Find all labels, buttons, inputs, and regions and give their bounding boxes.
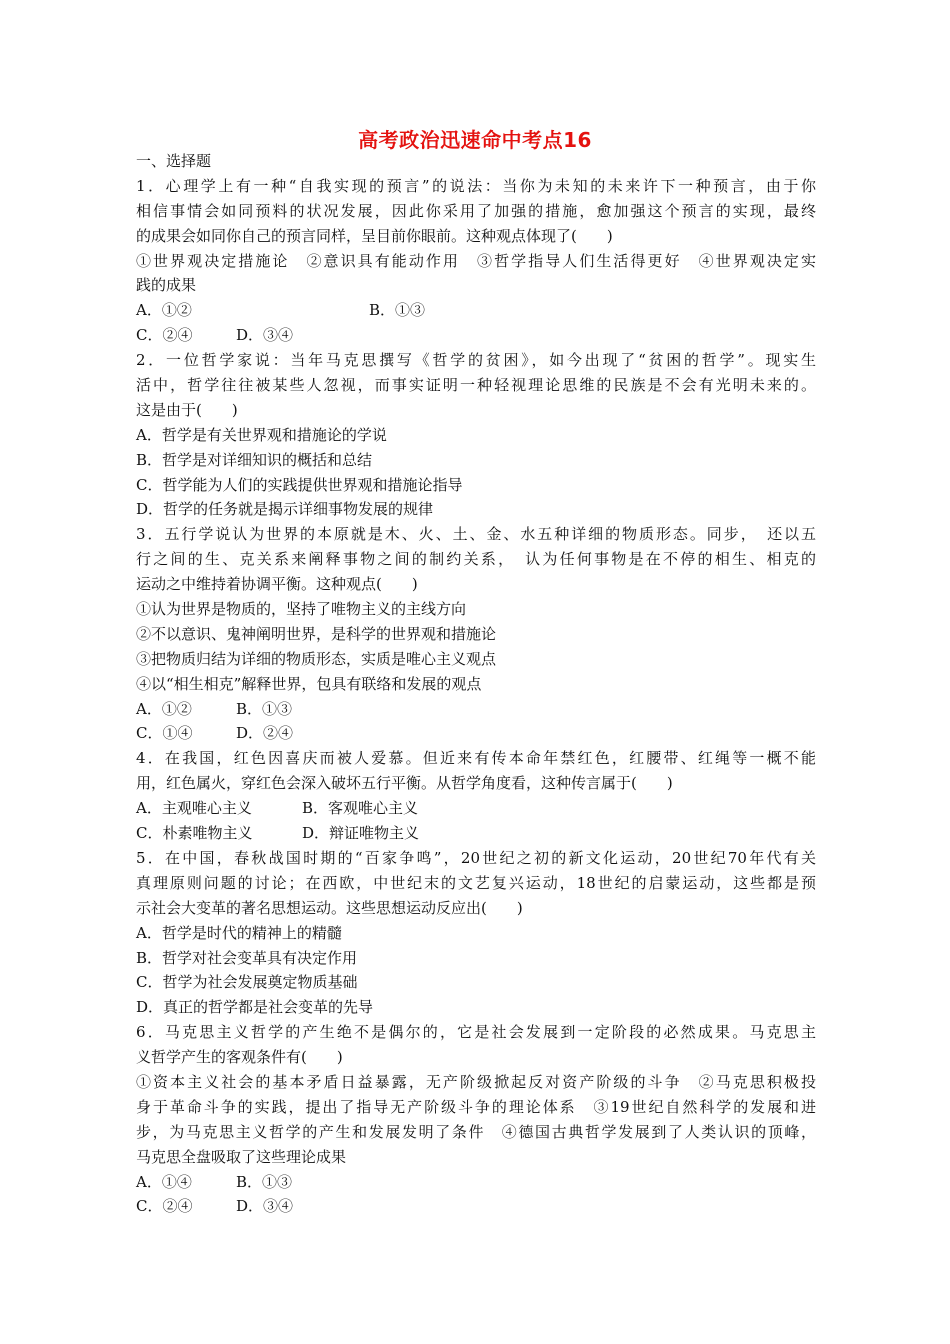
statement-line: ④以“相生相克”解释世界，包具有联络和发展的观点	[136, 674, 482, 693]
question-3	[136, 522, 816, 746]
statement-line: ①认为世界是物质的，坚持了唯物主义的主线方向	[136, 600, 467, 619]
option-c: C．朴素唯物主义	[136, 824, 253, 843]
statement-line: ①世界观决定措施论 ②意识具有能动作用 ③哲学指导人们生活得更好 ④世界观决定实	[136, 251, 816, 270]
question-stem-line: 行之间的生、克关系来阐释事物之间的制约关系， 认为任何事物是在不停的相生、相克的	[136, 550, 816, 569]
statement-line: 步，为马克思主义哲学的产生和发展发明了条件 ④德国古典哲学发展到了人类认识的顶峰，	[136, 1122, 816, 1141]
option-row	[136, 796, 816, 821]
question-stem-line: 的成果会如同你自己的预言同样，呈目前你眼前。这种观点体现了( )	[136, 226, 613, 245]
question-stem-line: 1．心理学上有一种“自我实现的预言”的说法：当你为未知的未来许下一种预言，由于你	[136, 176, 816, 195]
question-stem-line: 5．在中国，春秋战国时期的“百家争鸣”，20世纪之初的新文化运动，20世纪70年代有关	[136, 848, 816, 867]
statement-line: ③把物质归结为详细的物质形态，实质是唯心主义观点	[136, 649, 497, 668]
option-c: C．哲学为社会发展奠定物质基础	[136, 973, 358, 992]
option-d: D．③④	[236, 1197, 294, 1216]
question-stem-line: 相信事情会如同预料的状况发展，因此你采用了加强的措施，愈加强这个预言的实现，最终	[136, 201, 816, 220]
document-body	[136, 149, 816, 1219]
option-c: C．②④	[136, 326, 193, 345]
question-5	[136, 846, 816, 1020]
question-stem-line: 真理原则问题的讨论；在西欧，中世纪末的文艺复兴运动，18世纪的启蒙运动，这些都是预	[136, 873, 816, 892]
question-stem-line: 示社会大变革的著名思想运动。这些思想运动反应出( )	[136, 898, 523, 917]
question-stem-line: 2．一位哲学家说：当年马克思撰写《哲学的贫困》，如今出现了“贫困的哲学”。现实生	[136, 351, 816, 370]
statement-line: 身于革命斗争的实践，提出了指导无产阶级斗争的理论体系 ③19世纪自然科学的发展和进	[136, 1097, 816, 1116]
option-row	[136, 721, 816, 746]
option-row	[136, 821, 816, 846]
question-stem-line: 活中，哲学往往被某些人忽视，而事实证明一种轻视理论思维的民族是不会有光明未来的。	[136, 376, 816, 395]
question-stem-line: 运动之中维持着协调平衡。这种观点( )	[136, 575, 418, 594]
question-stem-line: 义哲学产生的客观条件有( )	[136, 1048, 343, 1067]
option-d: D．哲学的任务就是揭示详细事物发展的规律	[136, 500, 434, 519]
option-row	[136, 697, 816, 722]
option-c: C．②④	[136, 1197, 193, 1216]
option-b: B．客观唯心主义	[302, 799, 419, 818]
option-b: B．哲学是对详细知识的概括和总结	[136, 450, 373, 469]
question-stem-line: 这是由于( )	[136, 400, 238, 419]
statement-line: ②不以意识、鬼神阐明世界，是科学的世界观和措施论	[136, 624, 497, 643]
option-a: A．①④	[136, 1172, 192, 1191]
option-d: D．真正的哲学都是社会变革的先导	[136, 998, 374, 1017]
option-b: B．①③	[236, 1172, 293, 1191]
option-row	[136, 323, 816, 348]
option-b: B．①③	[369, 301, 426, 320]
question-stem-line: 4．在我国，红色因喜庆而被人爱慕。但近来有传本命年禁红色，红腰带、红绳等一概不能	[136, 749, 816, 768]
question-1	[136, 174, 816, 348]
option-b: B．①③	[236, 699, 293, 718]
option-a: A．哲学是有关世界观和措施论的学说	[136, 425, 387, 444]
option-row	[136, 1170, 816, 1195]
option-c: C．①④	[136, 724, 193, 743]
option-row	[136, 1194, 816, 1219]
document-title: 高考政治迅速命中考点16	[358, 128, 592, 152]
option-a: A．主观唯心主义	[136, 799, 252, 818]
option-a: A．哲学是时代的精神上的精髓	[136, 923, 342, 942]
option-row	[136, 298, 816, 323]
option-d: D．③④	[236, 326, 294, 345]
option-d: D．②④	[236, 724, 294, 743]
option-a: A．①②	[136, 301, 192, 320]
option-b: B．哲学对社会变革具有决定作用	[136, 948, 358, 967]
section-heading: 一、选择题	[136, 152, 212, 170]
question-stem-line: 用，红色属火，穿红色会深入破坏五行平衡。从哲学角度看，这种传言属于( )	[136, 774, 673, 793]
option-a: A．①②	[136, 699, 192, 718]
option-d: D．辩证唯物主义	[302, 824, 420, 843]
question-stem-line: 3．五行学说认为世界的本原就是木、火、土、金、水五种详细的物质形态。同步， 还以五	[136, 525, 816, 544]
statement-line: 践的成果	[136, 276, 197, 295]
option-c: C．哲学能为人们的实践提供世界观和措施论指导	[136, 475, 463, 494]
question-stem-line: 6．马克思主义哲学的产生绝不是偶尔的，它是社会发展到一定阶段的必然成果。马克思主	[136, 1023, 816, 1042]
statement-line: 马克思全盘吸取了这些理论成果	[136, 1147, 347, 1166]
question-4	[136, 746, 816, 846]
statement-line: ①资本主义社会的基本矛盾日益暴露，无产阶级掀起反对资产阶级的斗争 ②马克思积极投	[136, 1072, 816, 1091]
question-6	[136, 1020, 816, 1219]
question-2	[136, 348, 816, 522]
